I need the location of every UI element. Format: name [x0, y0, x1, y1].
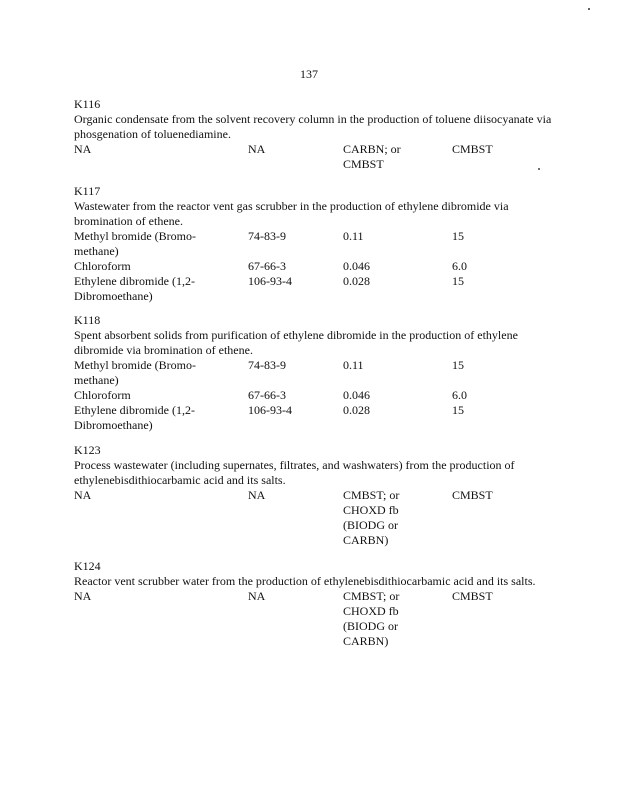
cas-number-cell: NA: [248, 142, 266, 156]
cas-number-cell: 106-93-4: [248, 274, 292, 288]
nonwastewater-standard-cell: 15: [452, 403, 464, 417]
waste-code: K116: [74, 97, 101, 111]
constituent-cell: NA: [74, 488, 92, 502]
wastewater-standard-cell: 0.11: [343, 229, 364, 243]
cas-number-cell: 74-83-9: [248, 229, 286, 243]
waste-code: K123: [74, 443, 101, 457]
table-row: [74, 229, 554, 259]
wastewater-standard-cell: CMBST; or CHOXD fb (BIODG or CARBN): [343, 488, 400, 547]
table-row: [74, 488, 554, 548]
waste-code-section-k118: [74, 313, 554, 433]
waste-description: Wastewater from the reactor vent gas scrubber in the production of ethylene dibromide via bromination of ethene.: [74, 199, 509, 228]
table-row: [74, 589, 554, 649]
nonwastewater-standard-cell: 15: [452, 229, 464, 243]
cas-number-cell: 106-93-4: [248, 403, 292, 417]
wastewater-standard-cell: 0.028: [343, 403, 370, 417]
waste-code-section-k123: [74, 443, 554, 548]
wastewater-standard-cell: CMBST; or CHOXD fb (BIODG or CARBN): [343, 589, 400, 648]
scan-speck: [588, 8, 590, 10]
constituent-cell: Chloroform: [74, 388, 131, 402]
wastewater-standard-cell: 0.11: [343, 358, 364, 372]
page-number: 137: [300, 67, 318, 81]
constituent-cell: Ethylene dibromide (1,2- Dibromoethane): [74, 403, 195, 432]
waste-description: Organic condensate from the solvent recovery column in the production of toluene diisocyanate via phosgenation of toluenediamine.: [74, 112, 552, 141]
wastewater-standard-cell: 0.046: [343, 388, 370, 402]
constituent-cell: Chloroform: [74, 259, 131, 273]
table-row: [74, 274, 554, 304]
table-row: [74, 142, 554, 172]
cas-number-cell: NA: [248, 589, 266, 603]
table-row: [74, 388, 554, 403]
nonwastewater-standard-cell: CMBST: [452, 488, 493, 502]
wastewater-standard-cell: 0.046: [343, 259, 370, 273]
nonwastewater-standard-cell: 15: [452, 274, 464, 288]
waste-code: K124: [74, 559, 101, 573]
constituent-cell: Methyl bromide (Bromo- methane): [74, 358, 196, 387]
waste-code: K117: [74, 184, 101, 198]
nonwastewater-standard-cell: 6.0: [452, 259, 467, 273]
waste-code-section-k117: [74, 184, 554, 304]
constituent-cell: Ethylene dibromide (1,2- Dibromoethane): [74, 274, 195, 303]
table-row: [74, 403, 554, 433]
waste-description: Reactor vent scrubber water from the production of ethylenebisdithiocarbamic acid and its salts.: [74, 574, 536, 588]
waste-code-section-k124: [74, 559, 554, 649]
table-row: [74, 259, 554, 274]
cas-number-cell: 67-66-3: [248, 388, 286, 402]
table-row: [74, 358, 554, 388]
waste-description: Spent absorbent solids from purification of ethylene dibromide in the production of ethylene dibromide via bromination of ethene.: [74, 328, 518, 357]
cas-number-cell: NA: [248, 488, 266, 502]
waste-code-section-k116: [74, 97, 554, 172]
nonwastewater-standard-cell: 6.0: [452, 388, 467, 402]
constituent-cell: NA: [74, 589, 92, 603]
waste-code: K118: [74, 313, 101, 327]
constituent-cell: Methyl bromide (Bromo- methane): [74, 229, 196, 258]
nonwastewater-standard-cell: CMBST: [452, 589, 493, 603]
constituent-cell: NA: [74, 142, 92, 156]
waste-description: Process wastewater (including supernates, filtrates, and washwaters) from the production of ethylenebisdithiocarbamic acid and its salts.: [74, 458, 515, 487]
cas-number-cell: 74-83-9: [248, 358, 286, 372]
nonwastewater-standard-cell: CMBST: [452, 142, 493, 156]
nonwastewater-standard-cell: 15: [452, 358, 464, 372]
cas-number-cell: 67-66-3: [248, 259, 286, 273]
wastewater-standard-cell: 0.028: [343, 274, 370, 288]
wastewater-standard-cell: CARBN; or CMBST: [343, 142, 401, 171]
